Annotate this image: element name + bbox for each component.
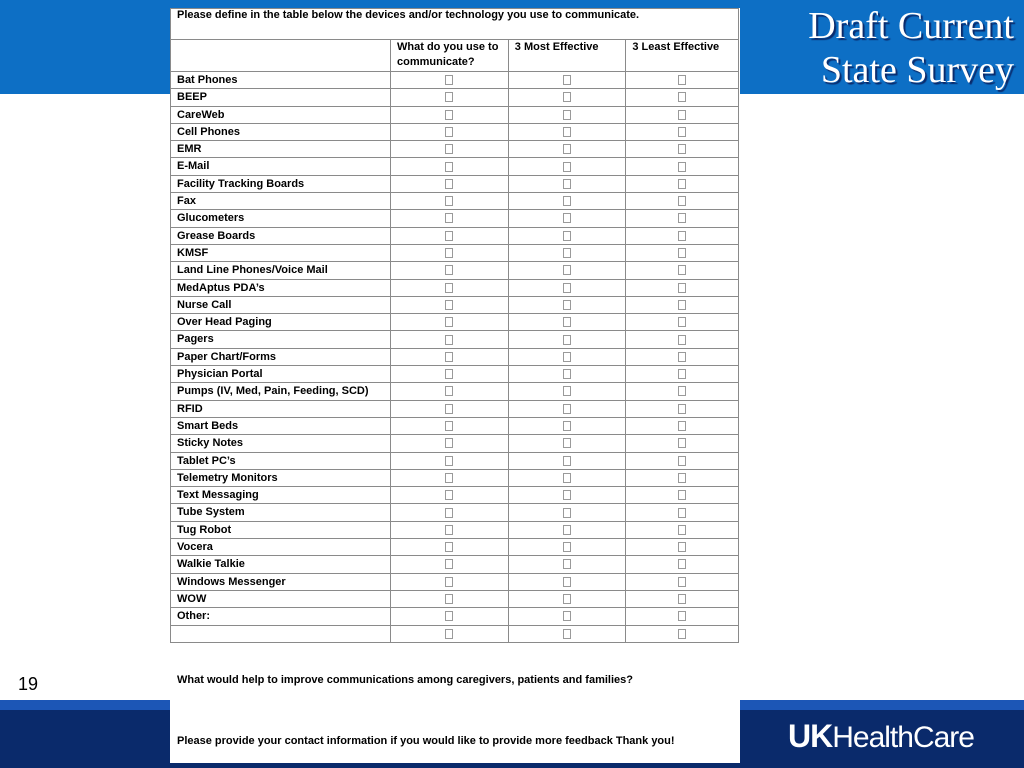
checkbox-cell [626, 244, 739, 261]
most-effective-checkbox[interactable] [563, 144, 571, 154]
checkbox-cell [626, 193, 739, 210]
use-checkbox[interactable] [445, 92, 453, 102]
use-checkbox[interactable] [445, 127, 453, 137]
use-checkbox[interactable] [445, 525, 453, 535]
checkbox-cell [391, 452, 509, 469]
checkbox-cell [391, 244, 509, 261]
checkbox-cell [508, 158, 626, 175]
most-effective-checkbox[interactable] [563, 577, 571, 587]
checkbox-cell [508, 452, 626, 469]
checkbox-cell [391, 314, 509, 331]
checkbox-cell [391, 590, 509, 607]
most-effective-checkbox[interactable] [563, 473, 571, 483]
checkbox-cell [626, 539, 739, 556]
checkbox-cell [508, 210, 626, 227]
use-checkbox[interactable] [445, 196, 453, 206]
least-effective-checkbox[interactable] [678, 213, 686, 223]
table-row [171, 193, 739, 210]
use-checkbox[interactable] [445, 577, 453, 587]
use-checkbox[interactable] [445, 404, 453, 414]
checkbox-cell [391, 366, 509, 383]
item-label: Windows Messenger [171, 573, 391, 590]
checkbox-cell [626, 348, 739, 365]
checkbox-cell [391, 331, 509, 348]
use-checkbox[interactable] [445, 144, 453, 154]
use-checkbox[interactable] [445, 352, 453, 362]
item-label: Facility Tracking Boards [171, 175, 391, 192]
item-label: Grease Boards [171, 227, 391, 244]
checkbox-cell [508, 487, 626, 504]
item-label: Fax [171, 193, 391, 210]
checkbox-cell [626, 158, 739, 175]
column-header-item [171, 40, 391, 72]
table-row [171, 314, 739, 331]
table-row [171, 262, 739, 279]
use-checkbox[interactable] [445, 300, 453, 310]
least-effective-checkbox[interactable] [678, 559, 686, 569]
checkbox-cell [626, 521, 739, 538]
use-checkbox[interactable] [445, 283, 453, 293]
checkbox-cell [508, 521, 626, 538]
checkbox-cell [626, 141, 739, 158]
most-effective-checkbox[interactable] [563, 559, 571, 569]
checkbox-cell [508, 400, 626, 417]
most-effective-checkbox[interactable] [563, 196, 571, 206]
checkbox-cell [391, 383, 509, 400]
use-checkbox[interactable] [445, 110, 453, 120]
use-checkbox[interactable] [445, 421, 453, 431]
checkbox-cell [391, 141, 509, 158]
least-effective-checkbox[interactable] [678, 196, 686, 206]
table-row [171, 625, 739, 642]
use-checkbox[interactable] [445, 490, 453, 500]
checkbox-cell [391, 296, 509, 313]
least-effective-checkbox[interactable] [678, 473, 686, 483]
checkbox-cell [508, 608, 626, 625]
survey-table [170, 8, 739, 643]
checkbox-cell [626, 435, 739, 452]
checkbox-cell [626, 590, 739, 607]
checkbox-cell [626, 314, 739, 331]
least-effective-checkbox[interactable] [678, 490, 686, 500]
checkbox-cell [391, 556, 509, 573]
table-row [171, 331, 739, 348]
table-row [171, 504, 739, 521]
most-effective-checkbox[interactable] [563, 213, 571, 223]
item-label [171, 625, 391, 642]
least-effective-checkbox[interactable] [678, 144, 686, 154]
use-checkbox[interactable] [445, 438, 453, 448]
item-label: Walkie Talkie [171, 556, 391, 573]
checkbox-cell [391, 417, 509, 434]
checkbox-cell [508, 244, 626, 261]
column-header-most-effective: 3 Most Effective [508, 40, 626, 72]
checkbox-cell [626, 556, 739, 573]
use-checkbox[interactable] [445, 75, 453, 85]
table-row [171, 244, 739, 261]
survey-intro: Please define in the table below the devices and/or technology you use to communicate. [171, 9, 739, 40]
slide-title-line2: State Survey [820, 49, 1014, 91]
table-row [171, 573, 739, 590]
checkbox-cell [391, 348, 509, 365]
checkbox-cell [508, 89, 626, 106]
most-effective-checkbox[interactable] [563, 92, 571, 102]
most-effective-checkbox[interactable] [563, 231, 571, 241]
table-row [171, 469, 739, 486]
most-effective-checkbox[interactable] [563, 629, 571, 639]
checkbox-cell [391, 625, 509, 642]
checkbox-cell [508, 227, 626, 244]
item-label: Paper Chart/Forms [171, 348, 391, 365]
checkbox-cell [508, 590, 626, 607]
checkbox-cell [391, 123, 509, 140]
checkbox-cell [626, 366, 739, 383]
slide-number: 19 [18, 674, 39, 694]
checkbox-cell [626, 123, 739, 140]
checkbox-cell [508, 417, 626, 434]
checkbox-cell [508, 625, 626, 642]
most-effective-checkbox[interactable] [563, 75, 571, 85]
checkbox-cell [508, 504, 626, 521]
use-checkbox[interactable] [445, 386, 453, 396]
checkbox-cell [508, 469, 626, 486]
table-row [171, 366, 739, 383]
item-label: EMR [171, 141, 391, 158]
table-row [171, 158, 739, 175]
checkbox-cell [391, 175, 509, 192]
checkbox-cell [626, 279, 739, 296]
column-header-use: What do you use to communicate? [391, 40, 509, 72]
checkbox-cell [626, 452, 739, 469]
least-effective-checkbox[interactable] [678, 456, 686, 466]
table-row [171, 123, 739, 140]
checkbox-cell [626, 331, 739, 348]
item-label: E-Mail [171, 158, 391, 175]
most-effective-checkbox[interactable] [563, 438, 571, 448]
least-effective-checkbox[interactable] [678, 283, 686, 293]
item-label: BEEP [171, 89, 391, 106]
checkbox-cell [508, 383, 626, 400]
table-row [171, 210, 739, 227]
checkbox-cell [626, 89, 739, 106]
checkbox-cell [626, 625, 739, 642]
item-label: MedAptus PDA’s [171, 279, 391, 296]
survey-header-row [171, 40, 739, 72]
item-label: Physician Portal [171, 366, 391, 383]
checkbox-cell [508, 175, 626, 192]
most-effective-checkbox[interactable] [563, 456, 571, 466]
least-effective-checkbox[interactable] [678, 525, 686, 535]
checkbox-cell [391, 504, 509, 521]
checkbox-cell [508, 296, 626, 313]
least-effective-checkbox[interactable] [678, 404, 686, 414]
checkbox-cell [391, 487, 509, 504]
checkbox-cell [508, 193, 626, 210]
checkbox-cell [391, 158, 509, 175]
most-effective-checkbox[interactable] [563, 369, 571, 379]
table-row [171, 590, 739, 607]
item-label: Land Line Phones/Voice Mail [171, 262, 391, 279]
checkbox-cell [391, 521, 509, 538]
table-row [171, 452, 739, 469]
item-label: RFID [171, 400, 391, 417]
least-effective-checkbox[interactable] [678, 421, 686, 431]
table-row [171, 400, 739, 417]
table-row [171, 296, 739, 313]
item-label: Smart Beds [171, 417, 391, 434]
most-effective-checkbox[interactable] [563, 386, 571, 396]
item-label: Cell Phones [171, 123, 391, 140]
least-effective-checkbox[interactable] [678, 265, 686, 275]
most-effective-checkbox[interactable] [563, 317, 571, 327]
item-label: Tug Robot [171, 521, 391, 538]
least-effective-checkbox[interactable] [678, 542, 686, 552]
item-label: Glucometers [171, 210, 391, 227]
least-effective-checkbox[interactable] [678, 594, 686, 604]
least-effective-checkbox[interactable] [678, 438, 686, 448]
checkbox-cell [626, 262, 739, 279]
most-effective-checkbox[interactable] [563, 594, 571, 604]
least-effective-checkbox[interactable] [678, 231, 686, 241]
checkbox-cell [508, 539, 626, 556]
item-label: Over Head Paging [171, 314, 391, 331]
checkbox-cell [626, 383, 739, 400]
column-header-least-effective: 3 Least Effective [626, 40, 739, 72]
least-effective-checkbox[interactable] [678, 352, 686, 362]
table-row [171, 417, 739, 434]
table-row [171, 89, 739, 106]
checkbox-cell [391, 573, 509, 590]
table-row [171, 106, 739, 123]
use-checkbox[interactable] [445, 542, 453, 552]
item-label: Vocera [171, 539, 391, 556]
least-effective-checkbox[interactable] [678, 300, 686, 310]
least-effective-checkbox[interactable] [678, 127, 686, 137]
checkbox-cell [391, 469, 509, 486]
least-effective-checkbox[interactable] [678, 179, 686, 189]
use-checkbox[interactable] [445, 213, 453, 223]
table-row [171, 227, 739, 244]
logo-healthcare: HealthCare [832, 721, 974, 754]
checkbox-cell [391, 210, 509, 227]
use-checkbox[interactable] [445, 179, 453, 189]
checkbox-cell [626, 417, 739, 434]
least-effective-checkbox[interactable] [678, 629, 686, 639]
least-effective-checkbox[interactable] [678, 110, 686, 120]
most-effective-checkbox[interactable] [563, 110, 571, 120]
table-row [171, 608, 739, 625]
item-label: Pagers [171, 331, 391, 348]
item-label: Telemetry Monitors [171, 469, 391, 486]
table-row [171, 141, 739, 158]
checkbox-cell [626, 210, 739, 227]
least-effective-checkbox[interactable] [678, 508, 686, 518]
item-label: Bat Phones [171, 72, 391, 89]
checkbox-cell [626, 296, 739, 313]
checkbox-cell [391, 193, 509, 210]
table-row [171, 72, 739, 89]
most-effective-checkbox[interactable] [563, 611, 571, 621]
least-effective-checkbox[interactable] [678, 611, 686, 621]
checkbox-cell [391, 608, 509, 625]
use-checkbox[interactable] [445, 594, 453, 604]
checkbox-cell [626, 469, 739, 486]
checkbox-cell [508, 573, 626, 590]
checkbox-cell [508, 279, 626, 296]
checkbox-cell [391, 279, 509, 296]
checkbox-cell [626, 106, 739, 123]
checkbox-cell [626, 227, 739, 244]
least-effective-checkbox[interactable] [678, 577, 686, 587]
most-effective-checkbox[interactable] [563, 162, 571, 172]
checkbox-cell [508, 314, 626, 331]
checkbox-cell [508, 123, 626, 140]
checkbox-cell [391, 89, 509, 106]
use-checkbox[interactable] [445, 611, 453, 621]
use-checkbox[interactable] [445, 335, 453, 345]
most-effective-checkbox[interactable] [563, 127, 571, 137]
item-label: Sticky Notes [171, 435, 391, 452]
checkbox-cell [626, 573, 739, 590]
table-row [171, 435, 739, 452]
table-row [171, 279, 739, 296]
most-effective-checkbox[interactable] [563, 404, 571, 414]
most-effective-checkbox[interactable] [563, 525, 571, 535]
checkbox-cell [391, 72, 509, 89]
most-effective-checkbox[interactable] [563, 508, 571, 518]
least-effective-checkbox[interactable] [678, 369, 686, 379]
checkbox-cell [626, 608, 739, 625]
use-checkbox[interactable] [445, 508, 453, 518]
table-row [171, 487, 739, 504]
use-checkbox[interactable] [445, 473, 453, 483]
checkbox-cell [508, 348, 626, 365]
checkbox-cell [391, 435, 509, 452]
checkbox-cell [626, 400, 739, 417]
least-effective-checkbox[interactable] [678, 162, 686, 172]
checkbox-cell [508, 366, 626, 383]
use-checkbox[interactable] [445, 231, 453, 241]
most-effective-checkbox[interactable] [563, 283, 571, 293]
table-row [171, 175, 739, 192]
most-effective-checkbox[interactable] [563, 352, 571, 362]
checkbox-cell [626, 504, 739, 521]
slide-title-line1: Draft Current [808, 5, 1014, 47]
most-effective-checkbox[interactable] [563, 421, 571, 431]
item-label: Other: [171, 608, 391, 625]
use-checkbox[interactable] [445, 559, 453, 569]
use-checkbox[interactable] [445, 162, 453, 172]
most-effective-checkbox[interactable] [563, 490, 571, 500]
checkbox-cell [391, 106, 509, 123]
checkbox-cell [508, 72, 626, 89]
most-effective-checkbox[interactable] [563, 300, 571, 310]
checkbox-cell [391, 539, 509, 556]
use-checkbox[interactable] [445, 456, 453, 466]
most-effective-checkbox[interactable] [563, 248, 571, 258]
most-effective-checkbox[interactable] [563, 179, 571, 189]
table-row [171, 348, 739, 365]
slide-title [808, 4, 1014, 92]
table-row [171, 521, 739, 538]
most-effective-checkbox[interactable] [563, 335, 571, 345]
checkbox-cell [391, 227, 509, 244]
survey-item-rows [171, 72, 739, 643]
least-effective-checkbox[interactable] [678, 248, 686, 258]
checkbox-cell [391, 400, 509, 417]
table-row [171, 539, 739, 556]
item-label: KMSF [171, 244, 391, 261]
item-label: Nurse Call [171, 296, 391, 313]
checkbox-cell [508, 262, 626, 279]
logo-uk: UK [788, 718, 833, 754]
least-effective-checkbox[interactable] [678, 75, 686, 85]
checkbox-cell [508, 331, 626, 348]
use-checkbox[interactable] [445, 369, 453, 379]
use-checkbox[interactable] [445, 629, 453, 639]
item-label: Text Messaging [171, 487, 391, 504]
checkbox-cell [626, 487, 739, 504]
table-row [171, 556, 739, 573]
item-label: Tube System [171, 504, 391, 521]
item-label: CareWeb [171, 106, 391, 123]
least-effective-checkbox[interactable] [678, 386, 686, 396]
checkbox-cell [508, 141, 626, 158]
question-contact: Please provide your contact information if you would like to provide more feedback Thank you! [177, 735, 675, 747]
table-row [171, 383, 739, 400]
checkbox-cell [508, 435, 626, 452]
ukhealthcare-logo [788, 716, 1000, 756]
least-effective-checkbox[interactable] [678, 92, 686, 102]
survey-form [170, 8, 740, 763]
checkbox-cell [391, 262, 509, 279]
question-improve: What would help to improve communications among caregivers, patients and families? [177, 674, 633, 686]
most-effective-checkbox[interactable] [563, 265, 571, 275]
use-checkbox[interactable] [445, 317, 453, 327]
least-effective-checkbox[interactable] [678, 317, 686, 327]
least-effective-checkbox[interactable] [678, 335, 686, 345]
checkbox-cell [508, 106, 626, 123]
checkbox-cell [508, 556, 626, 573]
survey-intro-row [171, 9, 739, 40]
use-checkbox[interactable] [445, 265, 453, 275]
item-label: WOW [171, 590, 391, 607]
use-checkbox[interactable] [445, 248, 453, 258]
checkbox-cell [626, 72, 739, 89]
item-label: Tablet PC’s [171, 452, 391, 469]
most-effective-checkbox[interactable] [563, 542, 571, 552]
checkbox-cell [626, 175, 739, 192]
item-label: Pumps (IV, Med, Pain, Feeding, SCD) [171, 383, 391, 400]
